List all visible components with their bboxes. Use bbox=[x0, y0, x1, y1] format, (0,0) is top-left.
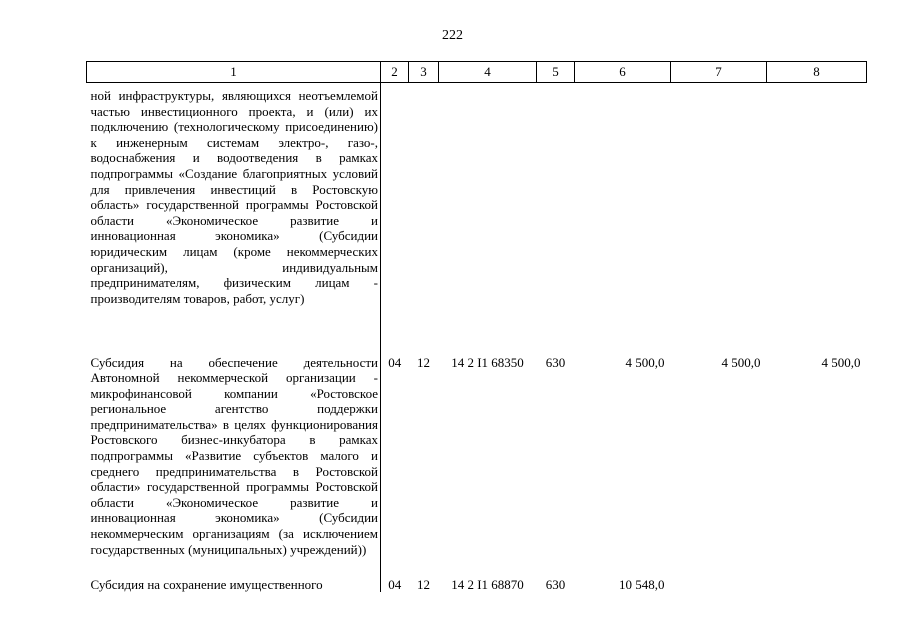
row-amount-3 bbox=[767, 83, 867, 351]
table-row bbox=[87, 351, 867, 573]
row-subsection: 12 bbox=[417, 354, 430, 370]
row-description: ной инфраструктуры, являющихся неотъемлемой частью инвестиционного проекта, и (или) их подключению (технологическому присоединению) к инженерным системам электро-, газо-, водоснабжения и водоотведения в рамках подпрограммы «Создание благоприятных условий для привлечения инвестиций в Ростовскую область» государственной программы Ростовской области «Экономическое развитие и инновационная экономика» (Субсидии юридическим лицам (кроме некоммерческих организаций), индивидуальным предпринимателям, физическим лицам - производителям товаров, работ, услуг) bbox=[87, 83, 381, 351]
row-amount-2: 4 500,0 bbox=[721, 354, 761, 370]
row-expense-type: 630 bbox=[545, 576, 566, 592]
table-row bbox=[87, 83, 867, 351]
row-target-code: 14 2 I1 68350 bbox=[451, 354, 524, 370]
row-amount-1: 4 500,0 bbox=[625, 354, 665, 370]
column-header-4: 4 bbox=[439, 62, 537, 83]
row-expense-type bbox=[537, 83, 575, 351]
column-header-1: 1 bbox=[87, 62, 381, 83]
table-header-row bbox=[87, 62, 867, 83]
row-subsection: 12 bbox=[417, 576, 430, 592]
column-header-8: 8 bbox=[767, 62, 867, 83]
row-expense-type: 630 bbox=[545, 354, 566, 370]
row-description: Субсидия на обеспечение деятельности Автономной некоммерческой организации - микрофинансовой компании «Ростовское региональное агентство поддержки предпринимательства» в целях функционирования Ростовского бизнес-инкубатора в рамках подпрограммы «Развитие субъектов малого и среднего предпринимательства в Ростовской области» государственной программы Ростовской области «Экономическое развитие и инновационная экономика» (Субсидии некоммерческим организациям (за исключением государственных (муниципальных) учреждений)) bbox=[87, 351, 381, 573]
row-target-code bbox=[439, 83, 537, 351]
row-subsection bbox=[409, 83, 439, 351]
column-header-5: 5 bbox=[537, 62, 575, 83]
row-description: Субсидия на сохранение имущественного bbox=[87, 573, 381, 593]
row-section: 04 bbox=[388, 354, 402, 370]
row-section bbox=[381, 83, 409, 351]
budget-table bbox=[86, 61, 867, 592]
column-header-2: 2 bbox=[381, 62, 409, 83]
column-header-6: 6 bbox=[575, 62, 671, 83]
row-amount-2 bbox=[671, 83, 767, 351]
row-amount-1: 10 548,0 bbox=[619, 576, 665, 592]
column-header-3: 3 bbox=[409, 62, 439, 83]
row-section: 04 bbox=[388, 576, 402, 592]
table-row bbox=[87, 573, 867, 593]
page-number: 222 bbox=[442, 28, 463, 43]
row-amount-3 bbox=[767, 573, 867, 593]
row-amount-3: 4 500,0 bbox=[821, 354, 861, 370]
row-target-code: 14 2 I1 68870 bbox=[451, 576, 524, 592]
column-header-7: 7 bbox=[671, 62, 767, 83]
row-amount-2 bbox=[671, 573, 767, 593]
row-amount-1 bbox=[575, 83, 671, 351]
